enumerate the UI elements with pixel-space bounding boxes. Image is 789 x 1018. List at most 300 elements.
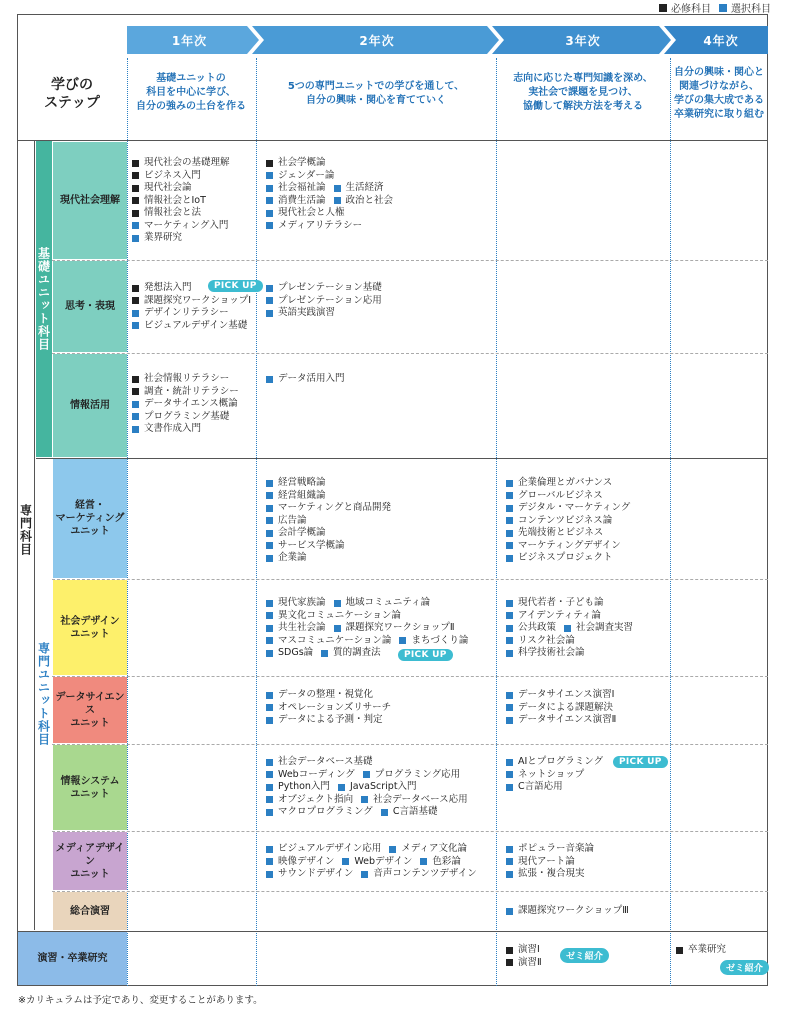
course-name: 社会データベース基礎 — [278, 756, 373, 767]
required-marker — [132, 197, 139, 204]
course-line — [506, 944, 542, 957]
course-item — [506, 689, 614, 702]
course-name: 会計学概論 — [278, 527, 326, 538]
pickup-badge: PICK UP — [613, 756, 668, 768]
course-item — [266, 207, 345, 220]
cell-r7y2 — [266, 843, 477, 881]
course-name: ビジネスプロジェクト — [518, 552, 613, 563]
course-line — [506, 957, 542, 970]
course-name: 卒業研究 — [688, 944, 727, 955]
course-item — [132, 386, 239, 399]
course-item — [132, 307, 229, 320]
category-3: 経営・ マーケティング ユニット — [53, 459, 127, 578]
course-item — [266, 157, 326, 170]
course-item — [506, 856, 575, 869]
required-marker — [132, 388, 139, 395]
required-marker — [132, 376, 139, 383]
course-item — [506, 957, 542, 970]
course-item — [506, 635, 575, 648]
course-name: Python入門 — [278, 781, 330, 792]
course-name: 発想法入門 — [144, 282, 192, 293]
elective-marker — [266, 222, 273, 229]
category-6: 情報システム ユニット — [53, 745, 127, 830]
elective-marker — [506, 908, 513, 915]
course-line — [266, 552, 391, 565]
course-name: プログラミング応用 — [374, 768, 461, 780]
course-item — [506, 702, 613, 715]
course-name: 色彩論 — [432, 855, 461, 867]
course-item — [266, 597, 326, 610]
course-line — [266, 868, 477, 881]
course-item — [266, 843, 381, 856]
elective-marker — [506, 846, 513, 853]
course-name: 消費生活論 — [278, 194, 326, 206]
header-divider — [17, 140, 768, 141]
course-line — [506, 540, 630, 553]
course-line — [132, 195, 230, 208]
course-line — [132, 295, 251, 308]
course-line — [506, 527, 630, 540]
course-name: データ活用入門 — [278, 373, 345, 384]
elective-marker — [506, 492, 513, 499]
cell-r1y2 — [266, 282, 382, 320]
course-name: 科学技術社会論 — [518, 647, 585, 658]
zemi-badge: ゼミ紹介 — [720, 960, 769, 975]
course-line — [266, 622, 468, 635]
course-line — [506, 477, 630, 490]
cell-r6y3 — [506, 756, 603, 794]
elective-marker — [266, 704, 273, 711]
elective-marker — [334, 600, 341, 607]
course-name: 課題探究ワークショップⅡ — [345, 622, 455, 633]
course-item — [132, 282, 192, 295]
year4-label: 4年次 — [703, 33, 739, 48]
course-item — [266, 769, 355, 782]
course-name: JavaScript入門 — [349, 781, 417, 792]
category-7: メディアデザイン ユニット — [53, 832, 127, 890]
course-item — [132, 220, 228, 233]
course-name: マスコミュニケーション論 — [278, 634, 392, 646]
column-divider — [127, 58, 128, 986]
elective-marker — [266, 530, 273, 537]
elective-marker — [399, 637, 406, 644]
course-line — [266, 182, 393, 195]
course-line — [266, 220, 393, 233]
course-item — [334, 195, 394, 208]
course-line — [266, 515, 391, 528]
course-line — [506, 515, 630, 528]
course-line — [266, 477, 391, 490]
course-line — [132, 373, 239, 386]
course-item — [266, 477, 326, 490]
elective-marker — [506, 871, 513, 878]
course-line — [506, 490, 630, 503]
cell-r2y2 — [266, 373, 345, 386]
course-name: まちづくり論 — [411, 634, 469, 646]
required-marker — [132, 185, 139, 192]
course-line — [506, 843, 594, 856]
course-name: 社会調査実習 — [576, 622, 634, 633]
course-name: 社会情報リテラシー — [144, 373, 230, 384]
course-item — [363, 769, 460, 782]
course-name: デジタル・マーケティング — [518, 502, 631, 513]
course-name: 社会学概論 — [278, 157, 326, 168]
course-line — [266, 756, 468, 769]
cell-r2y1 — [132, 373, 239, 436]
required-marker — [132, 285, 139, 292]
course-name: プログラミング基礎 — [144, 410, 230, 422]
elective-marker — [266, 771, 273, 778]
course-item — [132, 423, 201, 436]
course-item — [506, 647, 585, 660]
course-line — [266, 490, 391, 503]
category-5: データサイエンス ユニット — [53, 677, 127, 743]
course-name: プレゼンテーション基礎 — [278, 282, 382, 293]
course-item — [132, 411, 229, 424]
course-item — [132, 170, 201, 183]
elective-marker — [506, 612, 513, 619]
course-item — [266, 515, 307, 528]
course-item — [389, 843, 467, 856]
course-item — [361, 794, 468, 807]
course-line — [266, 540, 391, 553]
course-item — [266, 806, 373, 819]
course-name: メディア文化論 — [401, 843, 468, 854]
cell-r8y3 — [506, 905, 629, 918]
elective-marker — [266, 858, 273, 865]
course-item — [420, 856, 461, 869]
course-name: 課題探究ワークショップⅠ — [144, 294, 252, 306]
course-item — [132, 157, 230, 170]
required-marker — [266, 160, 273, 167]
course-line — [506, 769, 603, 782]
elective-marker — [132, 310, 139, 317]
course-line — [266, 373, 345, 386]
row-separator — [52, 831, 768, 832]
elective-marker — [334, 185, 341, 192]
course-name: 企業倫理とガバナンス — [518, 477, 613, 488]
course-item — [676, 944, 726, 957]
course-line — [266, 610, 468, 623]
elective-marker — [506, 784, 513, 791]
course-name: 現代若者・子ども論 — [518, 597, 604, 608]
course-name: 情報社会と法 — [144, 207, 202, 218]
pickup-badge: PICK UP — [398, 649, 453, 661]
elective-marker — [266, 517, 273, 524]
cell-r3y2 — [266, 477, 391, 565]
course-item — [132, 207, 201, 220]
course-line — [506, 647, 633, 660]
course-name: ジェンダー論 — [278, 169, 335, 181]
course-name: 現代社会の基礎理解 — [144, 157, 230, 168]
course-line — [132, 423, 239, 436]
course-item — [506, 552, 613, 565]
step-title — [18, 76, 126, 112]
footnote: ※カリキュラムは予定であり、変更することがあります。 — [18, 995, 263, 1006]
course-line — [506, 714, 616, 727]
elective-marker — [266, 185, 273, 192]
course-name: デザインリテラシー — [144, 307, 229, 318]
course-name: 現代社会と人権 — [278, 207, 345, 218]
course-item — [266, 170, 334, 183]
elective-marker — [266, 555, 273, 562]
elective-marker — [266, 637, 273, 644]
course-item — [506, 477, 612, 490]
course-line — [132, 170, 230, 183]
course-name: マーケティングと商品開発 — [278, 502, 392, 513]
elective-marker — [266, 376, 273, 383]
course-item — [266, 689, 373, 702]
course-item — [564, 622, 633, 635]
elective-marker — [363, 771, 370, 778]
category-2: 情報活用 — [53, 354, 127, 457]
course-item — [266, 794, 353, 807]
elective-marker — [506, 555, 513, 562]
senmon-band-label: 専門科目 — [18, 504, 33, 556]
elective-marker — [506, 625, 513, 632]
course-name: ポピュラー音楽論 — [518, 843, 595, 854]
course-name: 演習Ⅰ — [518, 944, 540, 955]
elective-marker — [266, 692, 273, 699]
senmon-unit-band: 専門ユニット科目 — [36, 642, 51, 746]
elective-marker — [506, 480, 513, 487]
course-name: 映像デザイン — [278, 855, 335, 867]
course-name: アイデンティティ論 — [518, 609, 601, 621]
course-name: ビジネス入門 — [144, 169, 201, 181]
course-name: マーケティングデザイン — [518, 539, 621, 551]
elective-marker — [321, 650, 328, 657]
course-name: 経営戦略論 — [278, 477, 326, 488]
course-line — [266, 282, 382, 295]
row-separator — [52, 353, 768, 354]
course-line — [266, 843, 477, 856]
elective-marker — [266, 480, 273, 487]
course-item — [132, 182, 192, 195]
course-name: サービス学概論 — [278, 539, 345, 551]
course-name: データの整理・視覚化 — [278, 689, 374, 700]
course-name: コンテンツビジネス論 — [518, 514, 613, 526]
course-name: 英語実践演習 — [278, 307, 336, 318]
course-name: 音声コンテンツデザイン — [373, 868, 477, 879]
course-name: 現代家族論 — [278, 597, 326, 608]
course-item — [506, 781, 563, 794]
zemi-badge: ゼミ紹介 — [560, 948, 609, 963]
course-line — [266, 856, 477, 869]
elective-marker — [506, 517, 513, 524]
course-item — [334, 622, 455, 635]
course-name: AIとプログラミング — [518, 756, 604, 767]
course-line — [132, 386, 239, 399]
course-item — [266, 756, 373, 769]
course-line — [506, 689, 616, 702]
required-marker — [132, 297, 139, 304]
course-name: 共生社会論 — [278, 622, 326, 633]
course-line — [132, 232, 230, 245]
elective-marker — [334, 625, 341, 632]
cell-r5y2 — [266, 689, 391, 727]
course-name: プレゼンテーション応用 — [278, 294, 382, 306]
row-separator — [52, 260, 768, 261]
course-name: リスク社会論 — [518, 634, 575, 646]
elective-marker — [506, 692, 513, 699]
elective-marker — [266, 505, 273, 512]
elective-marker — [564, 625, 571, 632]
course-item — [266, 610, 401, 623]
course-item — [361, 868, 476, 881]
elective-marker — [266, 650, 273, 657]
year3-description: 志向に応じた専門知識を深め、 実社会で課題を見つけ、 協働して解決方法を考える — [513, 73, 653, 112]
course-item — [506, 540, 621, 553]
course-item — [266, 635, 391, 648]
course-line — [506, 868, 594, 881]
course-item — [381, 806, 438, 819]
elective-marker — [266, 172, 273, 179]
year4-description: 自分の興味・関心と 関連づけながら、 学びの集大成である 卒業研究に取り組む — [674, 67, 764, 120]
elective-marker — [266, 784, 273, 791]
course-name: データサイエンス概論 — [144, 398, 238, 409]
course-item — [506, 622, 556, 635]
required-marker — [132, 210, 139, 217]
course-item — [266, 540, 345, 553]
course-name: 拡張・複合現実 — [518, 868, 585, 879]
course-item — [266, 195, 326, 208]
course-line — [266, 702, 391, 715]
elective-marker — [266, 625, 273, 632]
course-line — [266, 794, 468, 807]
kiso-unit-band: 基礎ユニット科目 — [36, 141, 52, 457]
course-line — [506, 610, 633, 623]
row-separator — [52, 579, 768, 580]
cell-r5y3 — [506, 689, 616, 727]
elective-marker — [506, 600, 513, 607]
elective-marker — [132, 401, 139, 408]
course-name: 質的調査法 — [333, 647, 381, 658]
cell-r7y3 — [506, 843, 594, 881]
legend-required-label: 必修科目 — [671, 4, 711, 15]
course-item — [132, 398, 238, 411]
course-name: メディアリテラシー — [278, 219, 363, 231]
course-line — [132, 220, 230, 233]
course-name: 異文化コミュニケーション論 — [278, 609, 401, 621]
course-name: 広告論 — [278, 514, 307, 526]
elective-marker — [266, 492, 273, 499]
elective-marker — [420, 858, 427, 865]
column-divider — [670, 58, 671, 986]
course-line — [266, 170, 393, 183]
elective-marker — [506, 637, 513, 644]
course-name: 現代アート論 — [518, 855, 575, 867]
required-marker — [506, 959, 513, 966]
category-8: 総合演習 — [53, 892, 127, 930]
year3-label: 3年次 — [565, 33, 601, 48]
course-name: ビジュアルデザイン応用 — [278, 843, 382, 854]
cell-r6y2 — [266, 756, 468, 819]
course-name: 情報社会とIoT — [144, 194, 206, 206]
course-name: データによる課題解決 — [518, 701, 614, 713]
required-marker — [132, 160, 139, 167]
row-separator — [52, 891, 768, 892]
course-name: データサイエンス演習Ⅰ — [518, 689, 615, 700]
course-name: オブジェクト指向 — [278, 793, 354, 805]
course-name: Webコーディング — [278, 768, 355, 780]
elective-marker — [266, 809, 273, 816]
course-item — [132, 232, 182, 245]
cell-r9y3 — [506, 944, 542, 969]
elective-marker — [506, 704, 513, 711]
course-item — [266, 868, 353, 881]
elective-marker — [132, 222, 139, 229]
cell-r0y1 — [132, 157, 230, 245]
elective-marker — [132, 322, 139, 329]
course-item — [334, 597, 431, 610]
course-name: 演習Ⅱ — [518, 956, 542, 968]
course-item — [506, 944, 540, 957]
course-line — [266, 714, 391, 727]
course-item — [132, 195, 206, 208]
year2-label: 2年次 — [359, 33, 395, 48]
course-item — [132, 373, 229, 386]
step-title-line1: 学びの — [51, 77, 93, 93]
elective-marker — [266, 612, 273, 619]
course-item — [266, 220, 362, 233]
course-line — [132, 307, 251, 320]
course-item — [266, 307, 335, 320]
course-item — [506, 714, 616, 727]
course-item — [266, 295, 382, 308]
elective-marker — [506, 530, 513, 537]
course-line — [132, 157, 230, 170]
course-item — [338, 781, 417, 794]
cell-r3y3 — [506, 477, 630, 565]
course-name: 文書作成入門 — [144, 423, 202, 434]
course-name: C言語基礎 — [392, 806, 438, 817]
category-1: 思考・表現 — [53, 261, 127, 352]
course-name: サウンドデザイン — [278, 868, 354, 879]
column-divider — [256, 58, 257, 986]
course-line — [132, 207, 230, 220]
course-name: グローバルビジネス — [518, 489, 603, 501]
elective-marker — [132, 235, 139, 242]
course-item — [266, 502, 391, 515]
legend-elective-label: 選択科目 — [731, 4, 771, 15]
course-item — [266, 373, 345, 386]
row-separator — [17, 931, 768, 932]
course-name: Webデザイン — [354, 855, 413, 867]
elective-marker — [266, 310, 273, 317]
course-name: ビジュアルデザイン基礎 — [144, 319, 248, 331]
course-item — [506, 843, 594, 856]
course-item — [506, 769, 584, 782]
course-line — [266, 307, 382, 320]
cell-r0y2 — [266, 157, 393, 232]
course-name: 政治と社会 — [345, 194, 394, 206]
course-item — [342, 856, 412, 869]
elective-marker — [266, 717, 273, 724]
course-item — [506, 756, 603, 769]
course-line — [506, 756, 603, 769]
course-name: 先端技術とビジネス — [518, 527, 604, 538]
course-line — [266, 207, 393, 220]
course-name: 業界研究 — [144, 232, 183, 243]
course-name: 社会データベース応用 — [373, 793, 468, 805]
course-item — [506, 490, 603, 503]
course-item — [266, 282, 382, 295]
course-line — [506, 702, 616, 715]
course-line — [266, 769, 468, 782]
required-legend-swatch — [659, 4, 667, 12]
year1-description: 基礎ユニットの 科目を中心に学び、 自分の強みの土台を作る — [136, 73, 246, 112]
course-name: 課題探究ワークショップⅢ — [518, 905, 629, 916]
